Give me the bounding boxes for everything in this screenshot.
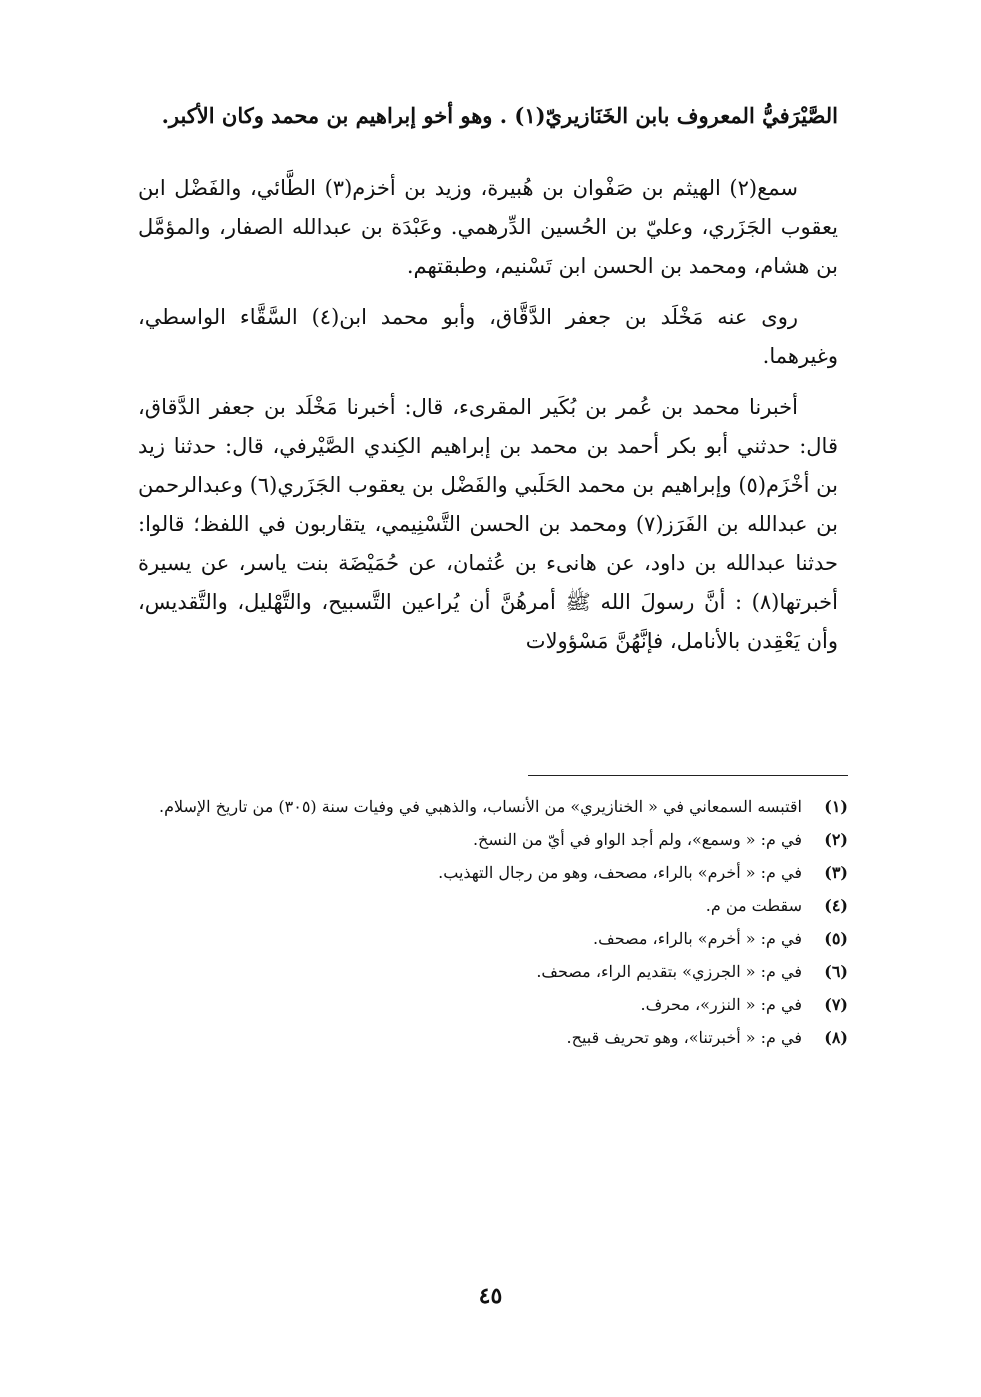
footnote-item: [138, 856, 848, 889]
footnote-number: (٣): [824, 863, 848, 882]
footnote-text: في م: « النزر»، محرف.: [640, 995, 802, 1014]
page-number: ٤٥: [478, 1283, 503, 1309]
footnote-number: (٦): [824, 962, 848, 981]
footnote-item: [138, 790, 848, 823]
footnote-number: (٧): [824, 995, 848, 1014]
footnote-text: في م: « الجرزي» بتقديم الراء، مصحف.: [536, 962, 802, 981]
footnote-item: [138, 922, 848, 955]
footnote-number: (٨): [824, 1028, 848, 1047]
main-text: [138, 96, 838, 661]
paragraph-intro: الصَّيْرَفيُّ المعروف بابن الخَنَازيريّ(١) . وهو أخو إبراهيم بن محمد وكان الأكبر.: [161, 103, 838, 128]
footnotes: [138, 790, 848, 1054]
footnote-number: (١): [824, 797, 848, 816]
paragraph-heard-from: سمع(٢) الهيثم بن صَفْوان بن هُبيرة، وزيد بن أخزم(٣) الطَّائي، والفَضْل ابن يعقوب الجَزَري، وعليّ بن الحُسين الدِّرهمي. وعَبْدَة بن عبدالله الصفار، والمؤمَّل بن هشام، ومحمد بن الحسن ابن تَسْنيم، وطبقتهم.: [138, 176, 838, 278]
footnote-item: [138, 889, 848, 922]
footnote-item: [138, 955, 848, 988]
paragraph-narrated-by: روى عنه مَخْلَد بن جعفر الدَّقَّاق، وأبو محمد ابن(٤) السَّقَّاء الواسطي، وغيرهما.: [138, 305, 838, 368]
footnote-divider: [528, 775, 848, 776]
paragraph-hadith: أخبرنا محمد بن عُمر بن بُكَير المقرىء، قال: أخبرنا مَخْلَد بن جعفر الدَّقاق، قال: حدثني أبو بكر أحمد بن محمد بن إبراهيم الكِندي الصَّيْرفي، قال: حدثنا زيد بن أخْزَم(٥) وإبراهيم بن محمد الحَلَبي والفَضْل بن يعقوب الجَزَري(٦) وعبدالرحمن بن عبدالله بن الفَرَز(٧) ومحمد بن الحسن التَّسْنِيمي، يتقاربون في اللفظ؛ قالوا: حدثنا عبدالله بن داود، عن هانىء بن عُثمان، عن حُمَيْضَة بنت ياسر، عن يسيرة أخبرتها(٨) : أنَّ رسولَ الله ﷺ أمرهُنَّ أن يُراعين التَّسبيح، والتَّهْليل، والتَّقديس، وأن يَعْقِدن بالأنامل، فإنَّهُنَّ مَسْؤولات: [138, 395, 838, 653]
footnote-number: (٥): [824, 929, 848, 948]
footnote-text: سقطت من م.: [705, 896, 802, 915]
footnote-item: [138, 988, 848, 1021]
footnote-text: في م: « أخبرتنا»، وهو تحريف قبيح.: [566, 1028, 802, 1047]
footnote-number: (٢): [824, 830, 848, 849]
footnote-item: [138, 823, 848, 856]
footnote-text: اقتبسه السمعاني في « الخنازيري» من الأنساب، والذهبي في وفيات سنة (٣٠٥) من تاريخ الإسلام.: [159, 797, 802, 816]
footnote-number: (٤): [824, 896, 848, 915]
footnote-item: [138, 1021, 848, 1054]
footnote-text: في م: « أخرم» بالراء، مصحف، وهو من رجال التهذيب.: [438, 863, 802, 882]
footnote-text: في م: « وسمع»، ولم أجد الواو في أيّ من النسخ.: [472, 830, 802, 849]
footnote-text: في م: « أخرم» بالراء، مصحف.: [593, 929, 802, 948]
